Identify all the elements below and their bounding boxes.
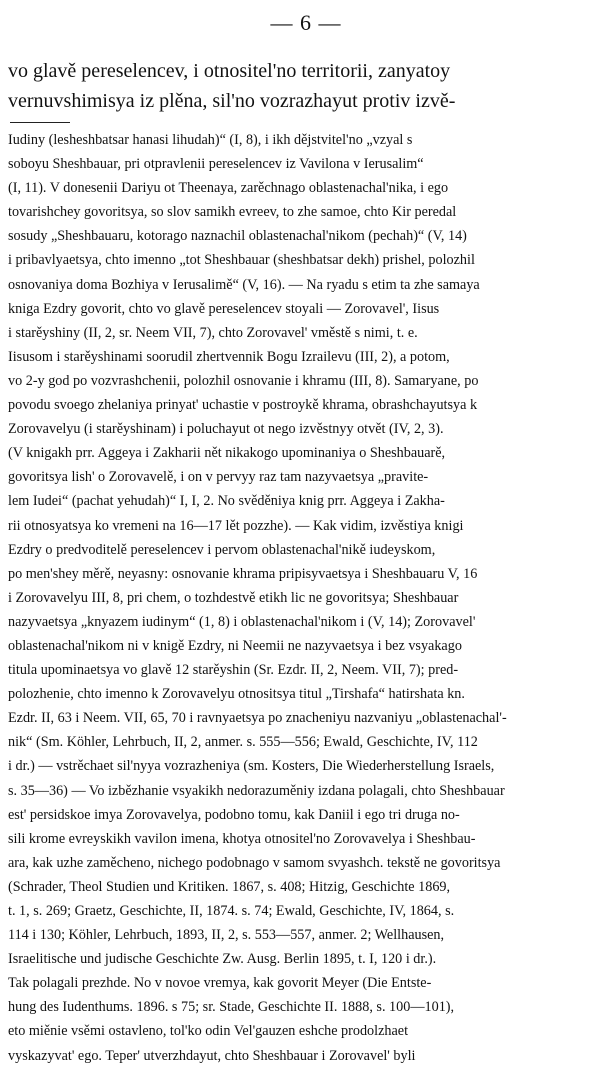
footnote-line: eto miěnie vsěmi ostavleno, tol'ko odin Vel'gauzen eshche prodolzhaet (8, 1023, 409, 1040)
footnote-line: i pribavlyaetsya, chto imenno „tot Sheshbauar (sheshbatsar dekh) prishel, polozhil (8, 252, 475, 269)
footnote-divider (10, 122, 70, 123)
footnote-line: hung des Iudenthums. 1896. s 75; sr. Stade, Geschichte II. 1888, s. 100—101), (8, 999, 455, 1016)
footnote-line: i Zorovavelyu III, 8, pri chem, o tozhdestvě etikh lic ne govoritsya; Sheshbauar (8, 589, 459, 606)
footnote-line: t. 1, s. 269; Graetz, Geschichte, II, 1874. s. 74; Ewald, Geschichte, IV, 1864, s. (8, 903, 455, 919)
footnote-line: est' persidskoe imya Zorovavelya, podobno tomu, kak Daniil i ego tri druga no- (8, 806, 460, 823)
footnote-line: govoritsya lish' o Zorovavelě, i on v pervyy raz tam nazyvaetsya „pravite- (8, 469, 429, 486)
footnote-line: i dr.) — vstrěchaet sil'nyya vozrazheniya (sm. Kosters, Die Wiederherstellung Israels, (8, 758, 495, 775)
footnote-line: ara, kak uzhe zaměcheno, nichego podobnago v samom svyashch. tekstě ne govoritsya (8, 854, 501, 871)
footnote-line: po men'shey měrě, neyasny: osnovanie khrama pripisyvaetsya i Sheshbauaru V, 16 (8, 565, 478, 582)
footnote-line: povodu svoego zhelaniya prinyat' uchastie v postroykě khrama, obrashchayutsya k (8, 397, 478, 414)
footnote-line: Israelitische und judische Geschichte Zw. Ausg. Berlin 1895, t. I, 120 i dr.). (8, 951, 437, 968)
footnote-line: tovarishchey govoritsya, so slov samikh evreev, to zhe samoe, chto Kir peredal (8, 204, 457, 221)
footnote-line: (V knigakh prr. Aggeya i Zakharii nět nikakogo upominaniya o Sheshbauarě, (8, 445, 446, 462)
footnote-line: Zorovavelyu (i starěyshinam) i poluchayut ot nego izvěstnyy otvět (IV, 2, 3). (8, 421, 444, 438)
footnote-line: vo 2-y god po vozvrashchenii, polozhil osnovanie i khramu (III, 8). Samaryane, po (8, 372, 479, 389)
footnote-line: rii otnosyatsya ko vremeni na 16—17 lět pozzhe). — Kak vidim, izvěstiya knigi (8, 517, 464, 534)
footnote-line: oblastenachal'nikom ni v knigě Ezdry, ni Neemii ne nazyvaetsya i bez vsyakago (8, 637, 462, 654)
footnote-line: s. 35—36) — Vo izbězhanie vsyakikh nedorazuměniy izdana polagali, chto Sheshbauar (8, 782, 505, 799)
footnote-line: soboyu Sheshbauar, pri otpravlenii pereselencev iz Vavilona v Ierusalim“ (8, 156, 424, 173)
main-text (8, 56, 606, 116)
footnote-line: titula upominaetsya vo glavě 12 starěyshin (Sr. Ezdr. II, 2, Neem. VII, 7); pred- (8, 662, 459, 679)
footnote-line: 114 i 130; Köhler, Lehrbuch, 1893, II, 2, s. 553—557, anmer. 2; Wellhausen, (8, 927, 445, 944)
footnote-line: polozhenie, chto imenno k Zorovavelyu otnositsya titul „Tirshafa“ hatirshata kn. (8, 686, 465, 703)
footnote (8, 128, 606, 1068)
footnote-line: Tak polagali prezhde. No v novoe vremya, kak govorit Meyer (Die Entste- (8, 975, 432, 992)
footnote-line: vyskazyvat' ego. Teper' utverzhdayut, chto Sheshbauar i Zorovavel' byli (8, 1047, 416, 1064)
footnote-line: Iisusom i starěyshinami soorudil zhertvennik Bogu Izrailevu (III, 2), a potom, (8, 348, 450, 365)
footnote-line: Ezdry o predvoditelě pereselencev i pervom oblastenachal'nikě iudeyskom, (8, 541, 436, 558)
footnote-line: lem Iudei“ (pachat yehudah)“ I, I, 2. No svěděniya knig prr. Aggeya i Zakha- (8, 493, 445, 510)
footnote-line: sili krome evreyskikh vavilon imena, khotya otnositel'no Zorovavelya i Sheshbau- (8, 830, 476, 847)
footnote-line: Iudiny (lesheshbatsar hanasi lihudah)“ (I, 8), i ikh dějstvitel'no „vzyal s (8, 132, 413, 148)
footnote-line: nik“ (Sm. Köhler, Lehrbuch, II, 2, anmer. s. 555—556; Ewald, Geschichte, IV, 112 (8, 734, 478, 751)
footnote-line: Ezdr. II, 63 i Neem. VII, 65, 70 i ravnyaetsya po znacheniyu nazvaniyu „oblastenachal'- (8, 710, 507, 727)
footnote-line: sosudy „Sheshbauaru, kotorago naznachil oblastenachal'nikom (pechah)“ (V, 14) (8, 228, 467, 245)
footnote-line: kniga Ezdry govorit, chto vo glavě pereselencev stoyali — Zorovavel', Iisus (8, 300, 440, 317)
footnote-line: osnovaniya doma Bozhiya v Ierusalimě“ (V, 16). — Na ryadu s etim ta zhe samaya (8, 276, 480, 293)
footnote-line: i starěyshiny (II, 2, sr. Neem VII, 7), chto Zorovavel' vměstě s nimi, t. e. (8, 324, 418, 341)
main-text-line: vernuvshimisya iz plěna, sil'no vozrazhayut protiv izvě- (8, 90, 456, 112)
main-text-line: vo glavě pereselencev, i otnositel'no territorii, zanyatoy (8, 60, 451, 82)
footnote-line: nazyvaetsya „knyazem iudinym“ (1, 8) i oblastenachal'nikom i (V, 14); Zorovavel' (8, 613, 476, 630)
footnote-line: (Schrader, Theol Studien und Kritiken. 1867, s. 408; Hitzig, Geschichte 1869, (8, 878, 451, 895)
footnote-line: (I, 11). V donesenii Dariyu ot Theenaya, zarěchnago oblastenachal'nika, i ego (8, 180, 449, 197)
page-number: — 6 — (270, 10, 342, 35)
